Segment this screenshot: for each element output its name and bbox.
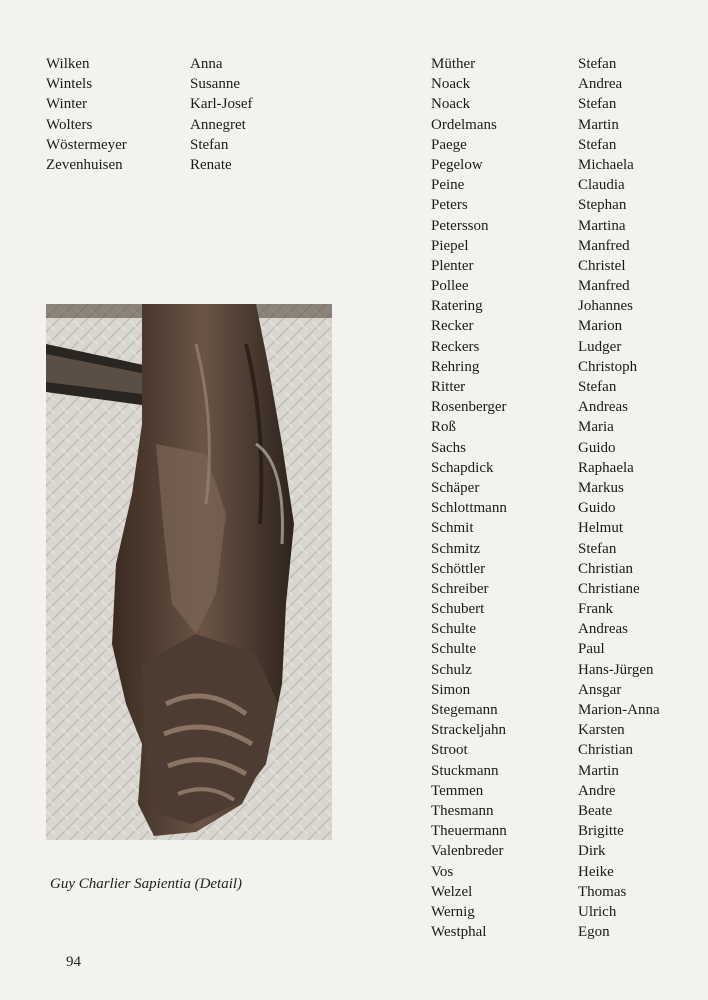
surname: Stroot [431,742,468,759]
firstname: Marion [578,318,623,335]
firstname: Ulrich [578,903,617,920]
surname: Müther [431,56,476,72]
surname: Wöstermeyer [46,136,127,153]
firstname: Annegret [190,116,246,133]
surname: Strackeljahn [431,722,506,739]
surname: Rosenberger [431,399,507,416]
firstname: Helmut [578,520,623,537]
surname: Reckers [431,338,480,355]
surname: Temmen [431,782,484,799]
surname: Wilken [46,56,90,72]
firstname: Dirk [578,843,606,860]
surname: Sachs [431,439,466,456]
surname: Schmitz [431,540,481,557]
firstname: Renate [190,156,232,173]
firstname: Ludger [578,338,622,355]
firstname: Stefan [578,96,617,113]
firstname: Maria [578,419,614,436]
surname: Schöttler [431,560,486,577]
surname: Pegelow [431,156,483,173]
firstname: Paul [578,641,605,658]
firstname: Christel [578,257,626,274]
surname: Schreiber [431,580,489,597]
firstname: Beate [578,802,613,819]
surname: Winter [46,96,88,113]
firstname: Karsten [578,722,625,739]
firstname: Christoph [578,358,638,375]
left-surname-column [46,54,127,175]
surname: Rehring [431,358,480,375]
surname: Plenter [431,257,474,274]
surname: Noack [431,76,471,93]
surname: Welzel [431,883,473,900]
firstname: Andrea [578,76,623,93]
firstname: Stephan [578,197,627,214]
surname: Ratering [431,298,483,315]
surname: Petersson [431,217,489,234]
firstname: Brigitte [578,823,624,840]
surname: Schapdick [431,459,494,476]
firstname: Heike [578,863,614,880]
firstname: Martina [578,217,626,234]
firstname: Johannes [578,298,633,315]
surname: Schulz [431,661,472,678]
surname: Schubert [431,601,485,618]
surname: Piepel [431,237,469,254]
firstname: Stefan [578,379,617,395]
surname: Valenbreder [431,843,504,860]
left-firstname-column [190,54,252,175]
surname: Paege [431,136,467,153]
firstname: Anna [190,56,223,72]
firstname: Karl-Josef [190,96,253,113]
firstname: Susanne [190,76,240,93]
surname: Schmit [431,520,474,537]
surname: Schulte [431,641,476,658]
firstname: Christian [578,742,633,759]
firstname: Guido [578,500,616,517]
firstname: Hans-Jürgen [578,661,654,678]
firstname: Andre [578,782,616,799]
surname: Thesmann [431,802,494,819]
firstname: Martin [578,116,619,133]
surname: Theuermann [431,823,507,840]
firstname: Martin [578,762,619,779]
surname: Schäper [431,479,480,496]
firstname: Michaela [578,156,634,173]
firstname: Claudia [578,177,625,194]
surname: Vos [431,863,454,880]
surname: Schulte [431,621,476,638]
firstname: Guido [578,439,616,456]
surname: Ritter [431,379,466,395]
surname: Peters [431,197,468,214]
firstname: Andreas [578,621,628,638]
surname: Pollee [431,278,469,295]
surname: Zevenhuisen [46,156,123,173]
firstname: Frank [578,601,613,618]
sculpture-photo [46,304,332,840]
surname: Peine [431,177,465,194]
surname: Wintels [46,76,93,93]
firstname: Raphaela [578,459,634,476]
surname: Ordelmans [431,116,497,133]
firstname: Stefan [578,136,617,153]
surname: Simon [431,681,471,698]
surname: Noack [431,96,471,113]
firstname: Christian [578,560,633,577]
firstname: Markus [578,479,624,496]
surname: Schlottmann [431,500,507,517]
surname: Wolters [46,116,93,133]
page-number: 94 [66,954,81,970]
surname: Recker [431,318,474,335]
firstname: Stefan [578,56,617,72]
firstname: Stefan [578,540,617,557]
firstname: Manfred [578,278,630,295]
figure-caption: Guy Charlier Sapientia (Detail) [50,876,243,892]
firstname: Ansgar [578,681,622,698]
firstname: Thomas [578,883,627,900]
firstname: Andreas [578,399,628,416]
right-surname-column [431,54,507,942]
surname: Stegemann [431,702,498,718]
firstname: Manfred [578,237,630,254]
right-firstname-column [578,54,660,942]
surname: Stuckmann [431,762,499,779]
surname: Westphal [431,924,487,941]
firstname: Christiane [578,580,640,597]
firstname: Stefan [190,136,229,153]
surname: Wernig [431,903,475,920]
firstname: Egon [578,924,610,941]
surname: Roß [431,419,457,436]
sculpture-hand-illustration [46,304,332,840]
firstname: Marion-Anna [578,702,660,718]
